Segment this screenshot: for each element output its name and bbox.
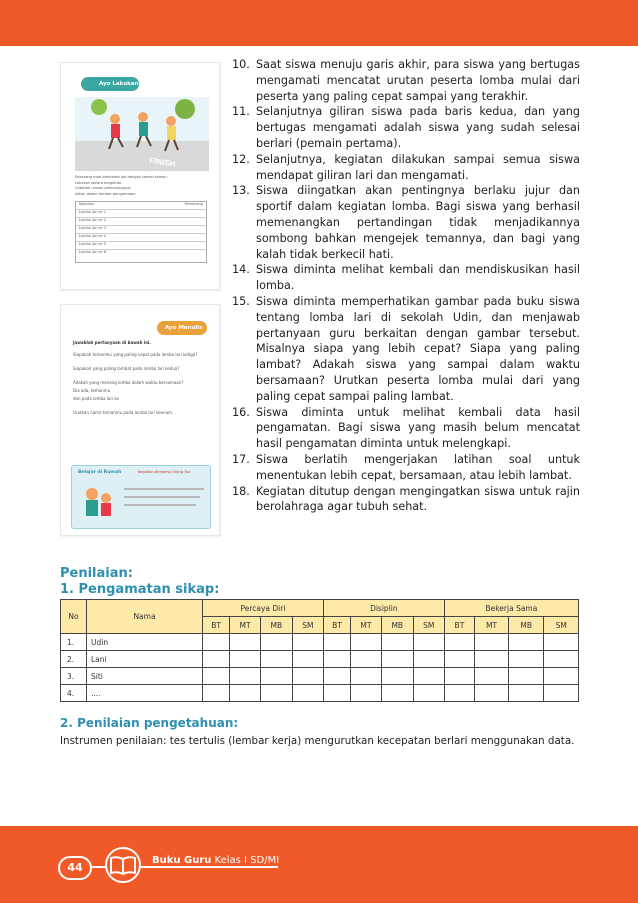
attitude-assessment-table [60,599,579,702]
table-row [61,651,579,668]
sub-header: MT [351,617,382,634]
row-number: 1. [61,634,87,651]
sub-header: BT [323,617,350,634]
pengamatan-sikap-heading: 1. Pengamatan sikap: [60,582,220,597]
student-book-thumbnail-1 [60,62,220,290]
step-item: 16. Siswa diminta untuk melihat kembali data hasil pengamatan. Bagi siswa yang masih belum mencatat hasil pengamatan diminta untuk melengkapi. [232,405,580,451]
instrumen-text: Instrumen penilaian: tes tertulis (lembar kerja) mengurutkan kecepatan berlari menggunakan data. [60,735,575,747]
sub-header: MT [475,617,509,634]
step-item: 14. Siswa diminta melihat kembali dan mendiskusikan hasil lomba. [232,263,580,293]
step-item: 10. Saat siswa menuju garis akhir, para siswa yang bertugas mengamati mencatat urutan peserta lomba mulai dari peserta yang paling cepat sampai yang terakhir. [232,58,580,103]
bottom-band [0,826,638,903]
penilaian-heading: Penilaian: [60,566,133,581]
col-nama-header: Nama [87,600,203,634]
student-book-thumbnail-2 [60,304,220,536]
sub-header: BT [203,617,230,634]
row-number: 2. [61,651,87,668]
row-name: Siti [87,668,203,685]
book-icon [98,846,148,884]
table-row [61,685,579,702]
sub-header: MT [230,617,261,634]
sub-header: SM [292,617,323,634]
thumb2-tag-label: Ayo Menulis [165,325,203,331]
row-name: Lani [87,651,203,668]
group-header-bekerja-sama: Bekerja Sama [444,600,578,617]
row-name: .... [87,685,203,702]
thumb2-tag [157,321,207,335]
sub-header: SM [413,617,444,634]
step-item: 11. Selanjutnya giliran siswa pada baris kedua, dan yang bertugas mengamati adalah siswa yang sudah selesai berlari (pemain pertama). [232,105,580,150]
row-number: 4. [61,685,87,702]
sub-header: BT [444,617,474,634]
running-children-illustration [75,97,209,171]
penilaian-pengetahuan-heading: 2. Penilaian pengetahuan: [60,716,239,730]
sub-header: MB [508,617,544,634]
footer-book-title: Buku Guru Kelas I SD/MI [152,855,280,866]
thumb2-questions: Jawablah pertanyaan di bawah ini. Siapakah temanmu yang paling cepat pada lomba lari ketiga? Siapakah yang paling lambat pada lomba lari kedua? Adakah yang menang lomba dalam waktu bersamaan? Dia ada, temanmu dan pada lomba lari ke Urutkan nama temanmu pada lomba lari keenam. [73,340,198,415]
thumb1-tag-label: Ayo Lakukan [99,81,139,87]
thumb1-instructions: Sekarang mari berlomba lari dengan teman-teman. Lakukan secara bergiliran. Catatlah urutan pemenangnya. Isikan dalam lembar pengamatan. [75,175,168,196]
thumb1-observation-table: Kejadian Pemenang Lomba lari ke 1 Lomba lari ke 2 Lomba lari ke 3 Lomba lari ke 4 Lomba lari ke 5 Lomba lari ke 6 [75,201,207,263]
activity-steps-list [232,57,580,515]
thumb2-home-box: Belajar di Rumah Kegiatan Bersama Orang Tua [71,465,211,529]
sub-header: MB [260,617,292,634]
step-item: 15. Siswa diminta memperhatikan gambar pada buku siswa tentang lomba lari di sekolah Udin, dan menjawab pertanyaan guru berkaitan dengan gambar tersebut. Misalnya siapa yang lebih cepat? Siapa yang paling lambat? Adakah siswa yang sampai dalam waktu bersamaan? Urutkan peserta lomba mulai dari yang paling cepat sampai paling lambat. [232,294,580,403]
page-number: 44 [58,856,92,880]
group-header-percaya-diri: Percaya Diri [203,600,324,617]
step-item: 12. Selanjutnya, kegiatan dilakukan sampai semua siswa mendapat giliran lari dan mengamati. [232,152,580,182]
table-row [61,668,579,685]
row-number: 3. [61,668,87,685]
sub-header: MB [381,617,413,634]
col-no-header: No [61,600,87,634]
sub-header: SM [544,617,579,634]
table-row [61,634,579,651]
family-illustration [78,482,118,522]
group-header-disiplin: Disiplin [323,600,444,617]
step-item: 13. Siswa diingatkan akan pentingnya berlaku jujur dan sportif dalam kegiatan lomba. Bagi siswa yang berhasil memenangkan pertandingan tidak menjadikannya sombong bahkan mengejek temannya, dan bagi yang kalah tidak berkecil hati. [232,184,580,261]
thumb1-tag [81,77,139,91]
row-name: Udin [87,634,203,651]
top-band [0,0,638,46]
step-item: 17. Siswa berlatih mengerjakan latihan soal untuk menentukan lebih cepat, bersamaan, atau lebih lambat. [232,452,580,482]
step-item: 18. Kegiatan ditutup dengan mengingatkan siswa untuk rajin berolahraga agar tubuh sehat. [232,484,580,514]
finish-banner: FINISH [148,156,176,169]
